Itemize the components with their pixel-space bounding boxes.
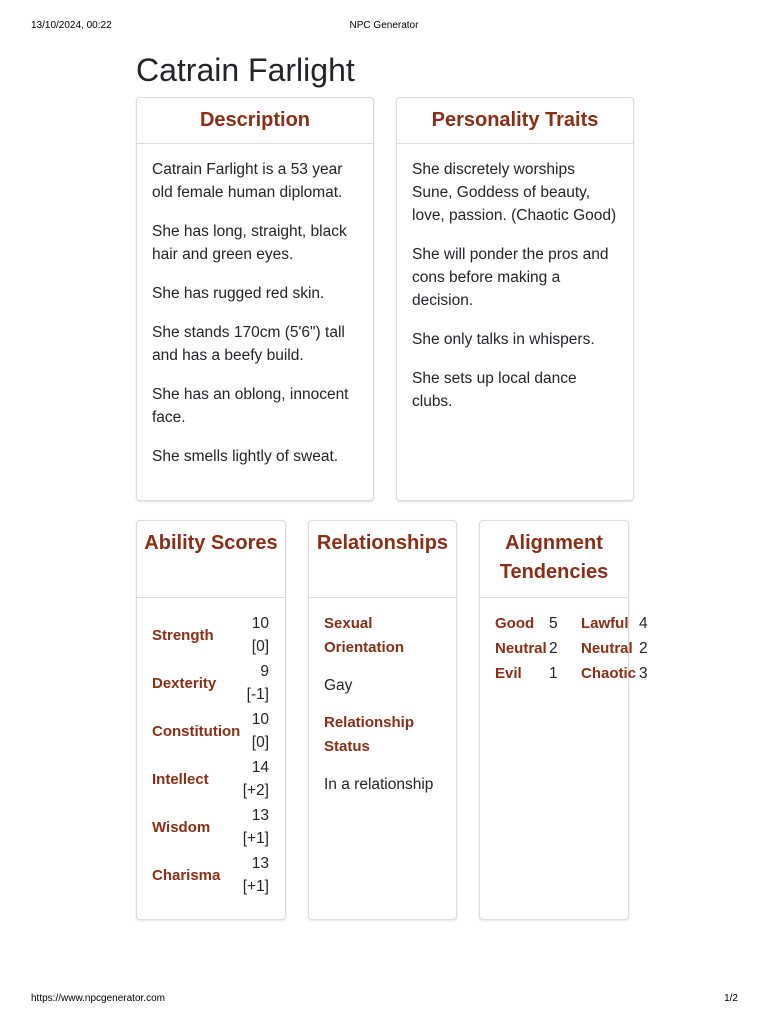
ability-value — [243, 852, 269, 898]
personality-paragraph: She sets up local dance clubs. — [412, 370, 577, 410]
description-paragraph: She stands 170cm (5'6") tall and has a beefy build. — [152, 324, 345, 364]
alignment-name: Evil — [495, 665, 522, 682]
personality-card-title: Personality Traits — [397, 98, 633, 144]
alignment-table — [495, 612, 648, 685]
ability-modifier: [+2] — [242, 782, 269, 799]
sexual-orientation-label: Sexual Orientation — [324, 615, 405, 656]
alignment-name: Chaotic — [581, 665, 637, 682]
ability-row-strength — [152, 612, 269, 658]
print-header-title: NPC Generator — [349, 20, 419, 31]
alignment-card — [479, 520, 648, 920]
relationships-card — [308, 520, 457, 920]
ability-value — [252, 612, 269, 658]
print-page-number: 1/2 — [724, 993, 738, 1004]
ability-name: Strength — [152, 626, 214, 644]
description-card — [136, 97, 374, 501]
ability-score: 10 — [251, 711, 269, 728]
personality-paragraph: She will ponder the pros and cons before making a decision. — [412, 246, 609, 309]
alignment-name: Neutral — [495, 640, 547, 657]
ability-name: Dexterity — [152, 674, 217, 692]
ability-modifier: [-1] — [246, 686, 269, 703]
ability-name: Intellect — [152, 770, 209, 788]
description-paragraph: She smells lightly of sweat. — [152, 448, 339, 465]
ability-modifier: [+1] — [242, 830, 269, 847]
print-date: 13/10/2024, 00:22 — [31, 20, 112, 31]
personality-card — [396, 97, 634, 501]
ability-scores-list — [137, 598, 285, 898]
relationship-status-label: Relationship Status — [324, 714, 415, 755]
relationship-status-value: In a relationship — [324, 776, 434, 793]
ability-name: Constitution — [152, 722, 241, 740]
ability-value — [243, 756, 269, 802]
ability-modifier: [0] — [251, 734, 269, 751]
alignment-name: Neutral — [581, 640, 633, 657]
alignment-value: 2 — [639, 640, 648, 657]
description-paragraph: Catrain Farlight is a 53 year old female human diplomat. — [152, 161, 343, 201]
alignment-card-title: Alignment Tendencies — [480, 521, 628, 598]
alignment-value: 2 — [549, 640, 558, 657]
ability-score: 13 — [251, 855, 269, 872]
description-card-body — [137, 144, 373, 468]
personality-paragraph: She discretely worships Sune, Goddess of beauty, love, passion. (Chaotic Good) — [412, 161, 617, 224]
ability-score: 13 — [251, 807, 269, 824]
personality-card-body — [397, 144, 633, 413]
alignment-value: 3 — [639, 665, 648, 682]
ability-row-dexterity — [152, 660, 269, 706]
ability-score: 10 — [251, 615, 269, 632]
ability-score: 9 — [260, 663, 269, 680]
description-paragraph: She has rugged red skin. — [152, 285, 325, 302]
relationships-body — [309, 598, 456, 796]
ability-modifier: [+1] — [242, 878, 269, 895]
alignment-value: 4 — [639, 615, 648, 632]
alignment-value: 5 — [549, 615, 558, 632]
alignment-body — [480, 598, 648, 685]
ability-scores-card — [136, 520, 286, 920]
ability-scores-card-title: Ability Scores — [137, 521, 285, 598]
ability-modifier: [0] — [251, 638, 269, 655]
ability-name: Charisma — [152, 866, 221, 884]
description-paragraph: She has an oblong, innocent face. — [152, 386, 349, 426]
ability-name: Wisdom — [152, 818, 211, 836]
page-title: Catrain Farlight — [136, 52, 355, 88]
description-paragraph: She has long, straight, black hair and green eyes. — [152, 223, 347, 263]
alignment-name: Good — [495, 615, 535, 632]
sexual-orientation-value: Gay — [324, 677, 353, 694]
ability-value — [247, 660, 269, 706]
ability-value — [243, 804, 269, 850]
description-card-title: Description — [137, 98, 373, 144]
ability-score: 14 — [251, 759, 269, 776]
ability-row-wisdom — [152, 804, 269, 850]
ability-row-charisma — [152, 852, 269, 898]
personality-paragraph: She only talks in whispers. — [412, 331, 595, 348]
relationships-card-title: Relationships — [309, 521, 456, 598]
ability-row-constitution — [152, 708, 269, 754]
ability-value — [252, 708, 269, 754]
print-footer-url: https://www.npcgenerator.com — [31, 993, 165, 1004]
alignment-name: Lawful — [581, 615, 629, 632]
alignment-value: 1 — [549, 665, 558, 682]
ability-row-intellect — [152, 756, 269, 802]
